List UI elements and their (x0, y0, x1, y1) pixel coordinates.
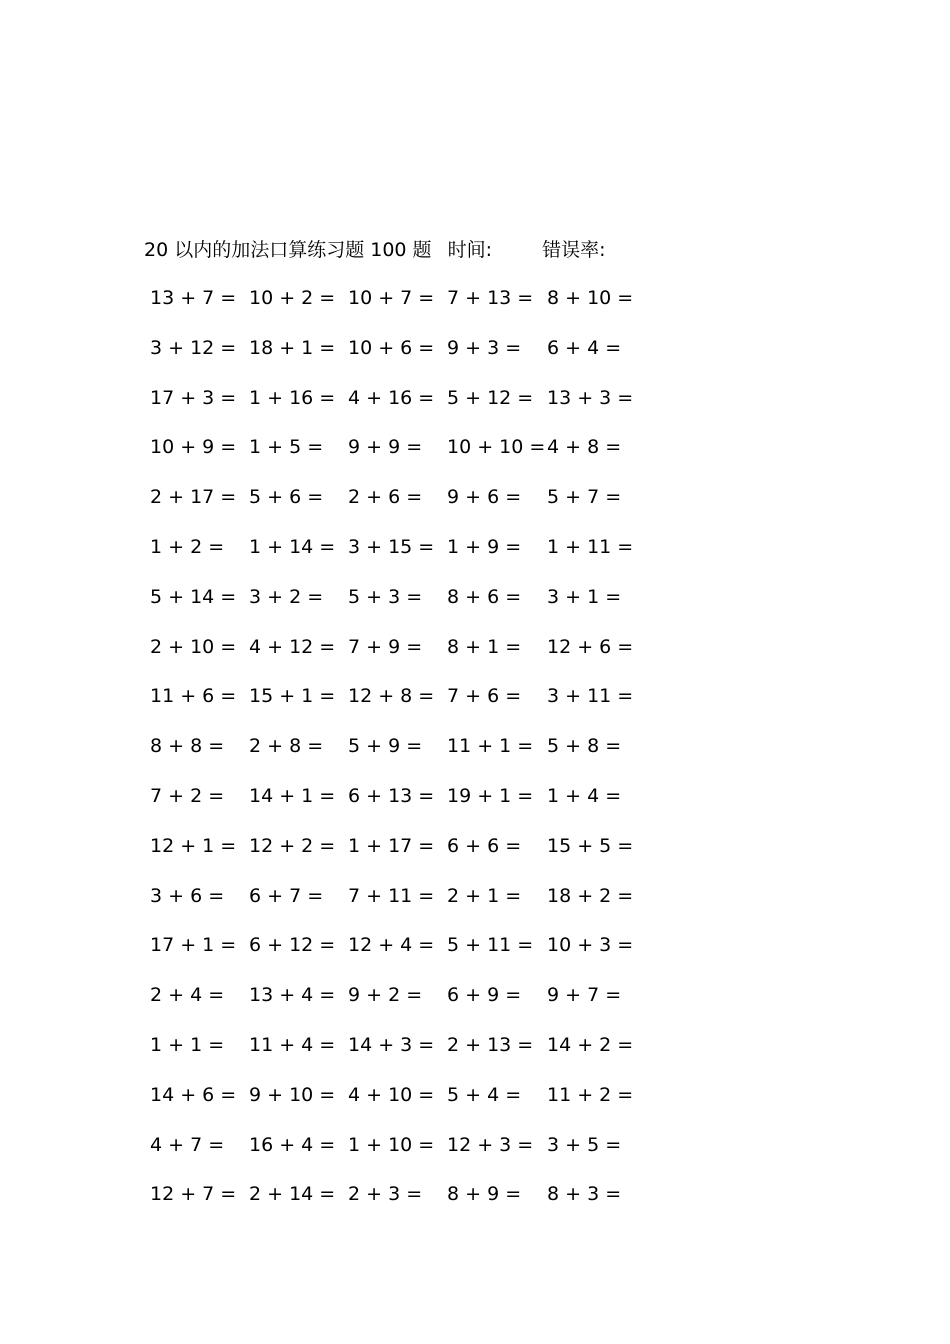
problem-item: 5 + 7 = (547, 486, 622, 509)
problem-row (144, 1180, 644, 1230)
problem-item: 1 + 16 = (249, 386, 336, 409)
problem-row (144, 533, 644, 583)
problem-item: 14 + 6 = (150, 1083, 237, 1106)
problem-item: 12 + 7 = (150, 1183, 237, 1206)
problem-item: 10 + 10 = (447, 436, 546, 459)
problem-item: 7 + 2 = (150, 784, 225, 807)
problem-row (144, 633, 644, 683)
problem-row (144, 981, 644, 1031)
problem-item: 7 + 6 = (447, 685, 522, 708)
problem-item: 5 + 3 = (348, 585, 423, 608)
problem-item: 6 + 7 = (249, 884, 324, 907)
problem-item: 13 + 7 = (150, 287, 237, 309)
problem-item: 10 + 7 = (348, 287, 435, 309)
problem-item: 1 + 2 = (150, 535, 225, 558)
problem-item: 1 + 9 = (447, 535, 522, 558)
problem-item: 8 + 3 = (547, 1183, 622, 1206)
problem-item: 11 + 4 = (249, 1033, 336, 1056)
problem-item: 17 + 1 = (150, 934, 237, 957)
problem-row (144, 384, 644, 434)
problem-item: 6 + 12 = (249, 934, 336, 957)
problem-item: 14 + 3 = (348, 1033, 435, 1056)
problem-item: 1 + 1 = (150, 1033, 225, 1056)
error-rate-label: 错误率: (542, 239, 606, 261)
problem-item: 6 + 9 = (447, 984, 522, 1007)
problem-item: 10 + 3 = (547, 934, 634, 957)
problem-item: 5 + 4 = (447, 1083, 522, 1106)
problem-row (144, 682, 644, 732)
problem-item: 2 + 1 = (447, 884, 522, 907)
problem-item: 1 + 17 = (348, 834, 435, 857)
problem-row (144, 433, 644, 483)
problem-item: 8 + 1 = (447, 635, 522, 658)
problem-item: 17 + 3 = (150, 386, 237, 409)
problem-item: 12 + 2 = (249, 834, 336, 857)
problem-item: 2 + 10 = (150, 635, 237, 658)
problem-item: 3 + 1 = (547, 585, 622, 608)
problem-item: 4 + 12 = (249, 635, 336, 658)
problem-row (144, 284, 644, 334)
problem-item: 5 + 8 = (547, 735, 622, 758)
problem-item: 3 + 12 = (150, 336, 237, 359)
problem-item: 6 + 13 = (348, 784, 435, 807)
problem-row (144, 483, 644, 533)
problem-item: 6 + 6 = (447, 834, 522, 857)
problem-item: 1 + 4 = (547, 784, 622, 807)
problem-item: 11 + 1 = (447, 735, 534, 758)
problem-item: 12 + 3 = (447, 1133, 534, 1156)
problem-item: 12 + 8 = (348, 685, 435, 708)
problem-row (144, 583, 644, 633)
problem-row (144, 782, 644, 832)
problem-item: 8 + 6 = (447, 585, 522, 608)
problem-item: 9 + 3 = (447, 336, 522, 359)
problem-item: 12 + 1 = (150, 834, 237, 857)
problem-item: 13 + 4 = (249, 984, 336, 1007)
problem-item: 14 + 1 = (249, 784, 336, 807)
problem-row (144, 882, 644, 932)
problem-item: 3 + 2 = (249, 585, 324, 608)
problem-item: 2 + 8 = (249, 735, 324, 758)
problem-item: 18 + 2 = (547, 884, 634, 907)
problem-item: 1 + 14 = (249, 535, 336, 558)
problem-item: 3 + 15 = (348, 535, 435, 558)
problem-item: 11 + 2 = (547, 1083, 634, 1106)
problem-item: 19 + 1 = (447, 784, 534, 807)
problem-item: 1 + 11 = (547, 535, 634, 558)
problem-grid (144, 284, 644, 1230)
problem-item: 3 + 6 = (150, 884, 225, 907)
problem-item: 2 + 17 = (150, 486, 237, 509)
problem-item: 5 + 6 = (249, 486, 324, 509)
problem-item: 5 + 12 = (447, 386, 534, 409)
worksheet-title: 20 以内的加法口算练习题 100 题 (144, 239, 432, 261)
problem-item: 8 + 8 = (150, 735, 225, 758)
problem-item: 3 + 5 = (547, 1133, 622, 1156)
time-label: 时间: (447, 239, 493, 261)
problem-item: 7 + 13 = (447, 287, 534, 309)
problem-item: 9 + 2 = (348, 984, 423, 1007)
problem-item: 5 + 9 = (348, 735, 423, 758)
problem-row (144, 1131, 644, 1181)
problem-item: 7 + 11 = (348, 884, 435, 907)
problem-item: 2 + 13 = (447, 1033, 534, 1056)
problem-item: 4 + 16 = (348, 386, 435, 409)
problem-item: 14 + 2 = (547, 1033, 634, 1056)
problem-item: 12 + 4 = (348, 934, 435, 957)
problem-row (144, 931, 644, 981)
problem-row (144, 334, 644, 384)
problem-item: 2 + 14 = (249, 1183, 336, 1206)
problem-item: 7 + 9 = (348, 635, 423, 658)
problem-item: 10 + 6 = (348, 336, 435, 359)
problem-item: 9 + 7 = (547, 984, 622, 1007)
problem-row (144, 1081, 644, 1131)
problem-item: 9 + 9 = (348, 436, 423, 459)
problem-item: 2 + 6 = (348, 486, 423, 509)
problem-row (144, 732, 644, 782)
problem-item: 10 + 9 = (150, 436, 237, 459)
problem-item: 8 + 10 = (547, 287, 634, 309)
problem-row (144, 1031, 644, 1081)
problem-item: 2 + 3 = (348, 1183, 423, 1206)
problem-item: 9 + 10 = (249, 1083, 336, 1106)
problem-item: 10 + 2 = (249, 287, 336, 309)
problem-item: 15 + 1 = (249, 685, 336, 708)
problem-item: 4 + 7 = (150, 1133, 225, 1156)
problem-item: 2 + 4 = (150, 984, 225, 1007)
problem-item: 5 + 11 = (447, 934, 534, 957)
problem-item: 4 + 8 = (547, 436, 622, 459)
problem-item: 5 + 14 = (150, 585, 237, 608)
problem-item: 12 + 6 = (547, 635, 634, 658)
problem-item: 4 + 10 = (348, 1083, 435, 1106)
problem-item: 1 + 5 = (249, 436, 324, 459)
problem-item: 1 + 10 = (348, 1133, 435, 1156)
problem-item: 16 + 4 = (249, 1133, 336, 1156)
problem-item: 18 + 1 = (249, 336, 336, 359)
problem-item: 13 + 3 = (547, 386, 634, 409)
problem-item: 6 + 4 = (547, 336, 622, 359)
worksheet-header (144, 236, 605, 264)
problem-row (144, 832, 644, 882)
problem-item: 3 + 11 = (547, 685, 634, 708)
problem-item: 9 + 6 = (447, 486, 522, 509)
problem-item: 15 + 5 = (547, 834, 634, 857)
problem-item: 8 + 9 = (447, 1183, 522, 1206)
problem-item: 11 + 6 = (150, 685, 237, 708)
